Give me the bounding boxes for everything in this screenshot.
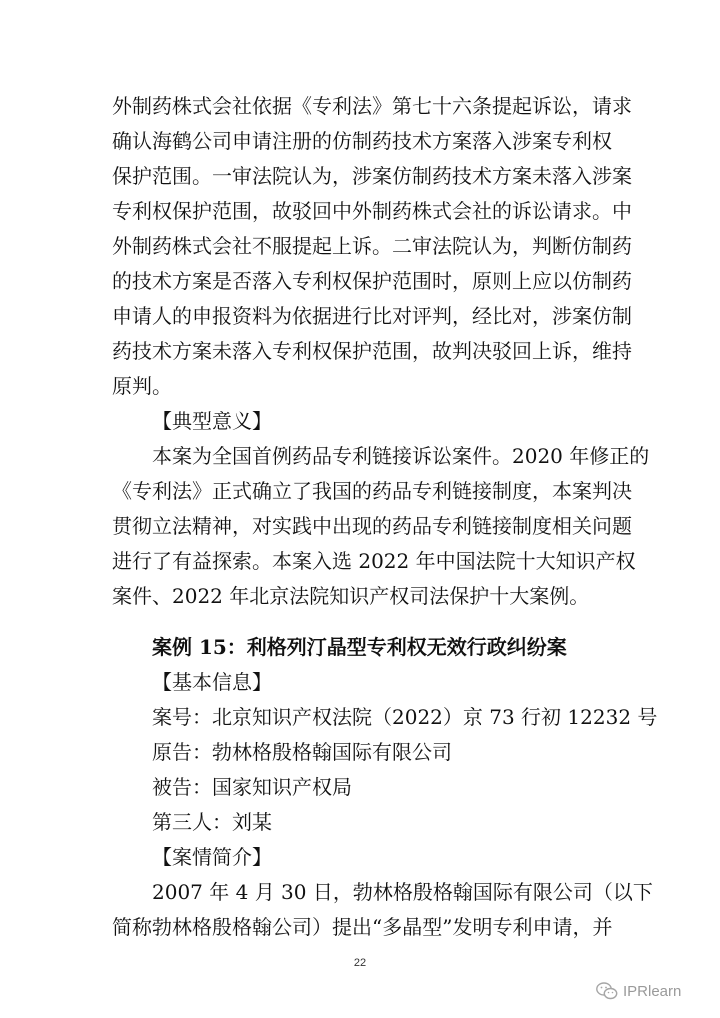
watermark bbox=[596, 982, 681, 1000]
section-heading-basic-info: 【基本信息】 bbox=[152, 670, 272, 694]
plaintiff: 原告：勃林格殷格翰国际有限公司 bbox=[152, 740, 452, 764]
page-number: 22 bbox=[353, 957, 367, 969]
paragraph-line: 进行了有益探索。本案入选 2022 年中国法院十大知识产权 bbox=[112, 549, 636, 573]
third-party: 第三人：刘某 bbox=[152, 810, 272, 834]
paragraph-line: 案件、2022 年北京法院知识产权司法保护十大案例。 bbox=[112, 584, 590, 608]
wechat-icon bbox=[596, 982, 618, 1000]
paragraph-line: 药技术方案未落入专利权保护范围，故判决驳回上诉，维持 bbox=[112, 339, 632, 363]
paragraph-line: 确认海鹤公司申请注册的仿制药技术方案落入涉案专利权 bbox=[112, 129, 612, 153]
paragraph-line: 申请人的申报资料为依据进行比对评判，经比对，涉案仿制 bbox=[112, 304, 632, 328]
case-title: 案例 15：利格列汀晶型专利权无效行政纠纷案 bbox=[152, 635, 567, 659]
paragraph-line: 原判。 bbox=[112, 374, 172, 398]
paragraph-line: 外制药株式会社依据《专利法》第七十六条提起诉讼，请求 bbox=[112, 94, 632, 118]
section-heading-significance: 【典型意义】 bbox=[152, 409, 272, 433]
paragraph-line: 专利权保护范围，故驳回中外制药株式会社的诉讼请求。中 bbox=[112, 199, 632, 223]
paragraph-line: 本案为全国首例药品专利链接诉讼案件。2020 年修正的 bbox=[152, 444, 650, 468]
paragraph-line: 外制药株式会社不服提起上诉。二审法院认为，判断仿制药 bbox=[112, 234, 632, 258]
paragraph-line: 贯彻立法精神，对实践中出现的药品专利链接制度相关问题 bbox=[112, 514, 632, 538]
paragraph-line: 《专利法》正式确立了我国的药品专利链接制度，本案判决 bbox=[112, 479, 632, 503]
paragraph-line: 简称勃林格殷格翰公司）提出“多晶型”发明专利申请，并 bbox=[112, 915, 613, 939]
defendant: 被告：国家知识产权局 bbox=[152, 775, 352, 799]
section-heading-summary: 【案情简介】 bbox=[152, 845, 272, 869]
paragraph-line: 的技术方案是否落入专利权保护范围时，原则上应以仿制药 bbox=[112, 269, 632, 293]
case-number: 案号：北京知识产权法院（2022）京 73 行初 12232 号 bbox=[152, 705, 658, 729]
paragraph-line: 保护范围。一审法院认为，涉案仿制药技术方案未落入涉案 bbox=[112, 164, 632, 188]
watermark-text: IPRlearn bbox=[623, 982, 682, 1000]
paragraph-line: 2007 年 4 月 30 日，勃林格殷格翰国际有限公司（以下 bbox=[152, 880, 653, 904]
